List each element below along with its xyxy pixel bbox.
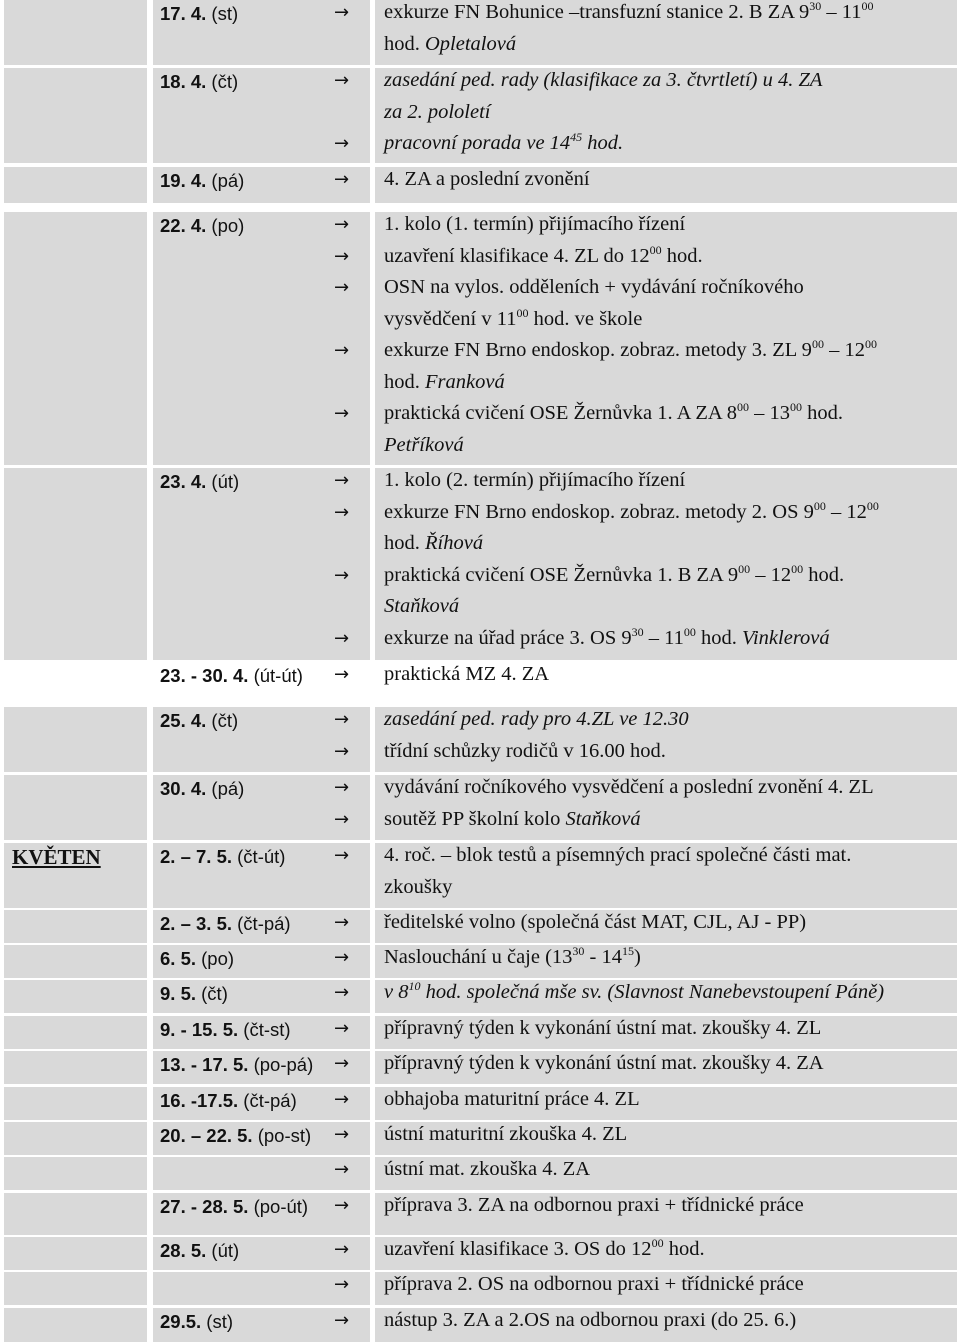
event-text: praktická cvičení OSE Žernůvka 1. A ZA $8^{00} - 13^{00}$ hod. [384, 400, 843, 424]
schedule-row [0, 980, 960, 1013]
row-background [4, 1193, 147, 1235]
row-background [4, 1016, 147, 1049]
event-text: ústní mat. zkouška 4. ZA [384, 1158, 591, 1180]
schedule-row [0, 945, 960, 978]
arrow-icon: → [334, 808, 350, 830]
row-background [4, 1087, 147, 1120]
event-date: 22. 4. (po) [160, 215, 245, 236]
event-text: nástup 3. ZA a 2.OS na odbornou praxi (do 25. 6.) [384, 1309, 797, 1331]
month-heading: KVĚTEN [12, 845, 101, 869]
event-date: 2. – 7. 5. (čt-út) [160, 846, 286, 867]
arrow-icon: → [334, 133, 350, 154]
event-text: přípravný týden k vykonání ústní mat. zkoušky 4. ZA [384, 1052, 824, 1074]
arrow-icon: → [334, 664, 350, 685]
event-text: přípravný týden k vykonání ústní mat. zkoušky 4. ZL [384, 1017, 822, 1039]
schedule-row [0, 1157, 960, 1190]
event-date: 9. - 15. 5. (čt-st) [160, 1019, 291, 1040]
row-background [4, 910, 147, 943]
arrow-icon: → [334, 470, 350, 491]
schedule-row [0, 775, 960, 840]
event-text: hod. Franková [384, 370, 505, 393]
event-text: praktická cvičení OSE Žernůvka 1. B ZA $9^{00} - 12^{00}$ hod. [384, 561, 845, 586]
event-text: 4. roč. – blok testů a písemných prací společné části mat. [384, 844, 852, 866]
event-date: 6. 5. (po) [160, 948, 235, 969]
event-text: třídní schůzky rodičů v 16.00 hod. [384, 739, 666, 762]
arrow-icon: → [334, 1124, 350, 1145]
row-background [4, 167, 147, 203]
arrow-icon: → [334, 214, 350, 235]
event-date: 23. - 30. 4. (út-út) [160, 665, 303, 686]
arrow-icon: → [334, 245, 350, 267]
event-text: zasedání ped. rady pro 4.ZL ve 12.30 [384, 708, 689, 730]
row-background [4, 1272, 147, 1305]
arrow-icon: → [334, 1310, 350, 1331]
event-text: OSN na vylos. odděleních + vydávání ročníkového [384, 276, 804, 298]
event-text: obhajoba maturitní práce 4. ZL [384, 1088, 640, 1110]
arrow-icon: → [334, 277, 350, 298]
row-background [4, 775, 147, 840]
schedule-row [0, 468, 960, 660]
event-text: Petříková [384, 433, 464, 456]
arrow-icon: → [334, 1274, 350, 1295]
event-text: exkurze na úřad práce 3. OS $9^{30} - 11^{00}$ hod. Vinklerová [384, 624, 830, 649]
event-text: exkurze FN Brno endoskop. zobraz. metody 3. ZL $9^{00} - 12^{00}$ [384, 337, 877, 361]
event-text: vydávání ročníkového vysvědčení a poslední zvonění 4. ZL [384, 776, 874, 798]
schedule-row [0, 1308, 960, 1342]
event-text: hod. Říhová [384, 532, 484, 554]
event-text: uzavření klasifikace 4. ZL do $12^{00}$ hod. [384, 242, 703, 267]
row-background [4, 945, 147, 978]
arrow-icon: → [334, 169, 350, 190]
schedule-row [0, 707, 960, 772]
schedule-row [0, 1237, 960, 1270]
arrow-icon: → [334, 740, 350, 762]
event-text: 1. kolo (2. termín) přijímacího řízení [384, 469, 686, 491]
event-text: hod. Opletalová [384, 32, 517, 55]
event-text: exkurze FN Brno endoskop. zobraz. metody 2. OS $9^{00} - 12^{00}$ [384, 498, 879, 523]
event-date: 28. 5. (út) [160, 1240, 240, 1261]
event-date: 29.5. (st) [160, 1311, 234, 1332]
schedule-row [0, 1122, 960, 1155]
arrow-icon: → [334, 1239, 350, 1260]
event-text: příprava 3. ZA na odbornou praxi + třídnické práce [384, 1194, 804, 1216]
row-background [4, 0, 147, 65]
row-background [4, 1308, 147, 1342]
event-date: 23. 4. (út) [160, 471, 240, 492]
schedule-row [0, 1193, 960, 1235]
event-text: ředitelské volno (společná část MAT, CJL, AJ - PP) [384, 911, 807, 933]
event-text: exkurze FN Bohunice –transfuzní stanice 2. B ZA $9^{30} - 11^{00}$ [384, 0, 874, 23]
arrow-icon: → [334, 1159, 350, 1180]
arrow-icon: → [334, 403, 350, 424]
event-date: 27. - 28. 5. (po-út) [160, 1196, 309, 1217]
arrow-icon: → [334, 777, 350, 798]
arrow-icon: → [334, 1195, 350, 1216]
schedule-row [0, 843, 960, 908]
event-date: 20. – 22. 5. (po-st) [160, 1125, 312, 1146]
row-background [4, 68, 147, 163]
arrow-icon: → [334, 627, 350, 649]
row-background [4, 1051, 147, 1084]
event-text: ústní maturitní zkouška 4. ZL [384, 1123, 628, 1145]
event-text: za 2. pololetí [384, 100, 491, 123]
row-background [4, 1122, 147, 1155]
arrow-icon: → [334, 2, 350, 23]
event-date: 18. 4. (čt) [160, 71, 239, 92]
row-background [4, 1237, 147, 1270]
arrow-icon: → [334, 1053, 350, 1074]
event-text: Naslouchání u čaje $(13^{30} - 14^{15})$ [384, 944, 641, 968]
schedule-row [0, 1087, 960, 1120]
event-date: 2. – 3. 5. (čt-pá) [160, 913, 291, 934]
event-text: soutěž PP školní kolo Staňková [384, 807, 641, 830]
event-text: zasedání ped. rady (klasifikace za 3. čtvrtletí) u 4. ZA [384, 69, 823, 91]
row-background [4, 1157, 147, 1190]
event-text: zkoušky [384, 875, 453, 898]
event-date: 19. 4. (pá) [160, 170, 245, 191]
schedule-row [0, 1016, 960, 1049]
row-background [4, 468, 147, 660]
row-background [4, 212, 147, 465]
event-text: vysvědčení v $11^{00}$ hod. ve škole [384, 305, 643, 330]
arrow-icon: → [334, 70, 350, 91]
event-date: 16. -17.5. (čt-pá) [160, 1090, 297, 1111]
schedule-row [0, 910, 960, 943]
arrow-icon: → [334, 912, 350, 933]
event-text: příprava 2. OS na odbornou praxi + třídnické práce [384, 1273, 804, 1295]
event-date: 30. 4. (pá) [160, 778, 245, 799]
arrow-icon: → [334, 947, 350, 968]
row-background [4, 707, 147, 772]
event-date: 25. 4. (čt) [160, 710, 239, 731]
arrow-icon: → [334, 501, 350, 523]
arrow-icon: → [334, 564, 350, 586]
schedule-row [0, 0, 960, 65]
event-date: 17. 4. (st) [160, 3, 239, 24]
schedule-row [0, 1272, 960, 1305]
event-text: uzavření klasifikace 3. OS do $12^{00}$ hod. [384, 1236, 705, 1260]
event-date: 13. - 17. 5. (po-pá) [160, 1054, 314, 1075]
event-text: 4. ZA a poslední zvonění [384, 168, 590, 190]
arrow-icon: → [334, 982, 350, 1003]
schedule-row [0, 212, 960, 465]
arrow-icon: → [334, 1018, 350, 1039]
arrow-icon: → [334, 845, 350, 866]
event-text: 1. kolo (1. termín) přijímacího řízení [384, 213, 686, 235]
event-text: praktická MZ 4. ZA [384, 663, 550, 685]
schedule-row [0, 167, 960, 203]
event-text: pracovní porada ve $14^{45}$ hod. [384, 130, 624, 154]
schedule-row [0, 662, 960, 698]
arrow-icon: → [334, 1089, 350, 1110]
arrow-icon: → [334, 340, 350, 361]
row-background [4, 980, 147, 1013]
schedule-row [0, 68, 960, 163]
event-date: 9. 5. (čt) [160, 983, 228, 1004]
event-text: v $8^{10}$ hod. společná mše sv. (Slavnost Nanebevstoupení Páně) [384, 979, 885, 1003]
schedule-row [0, 1051, 960, 1084]
event-text: Staňková [384, 595, 460, 617]
arrow-icon: → [334, 709, 350, 730]
